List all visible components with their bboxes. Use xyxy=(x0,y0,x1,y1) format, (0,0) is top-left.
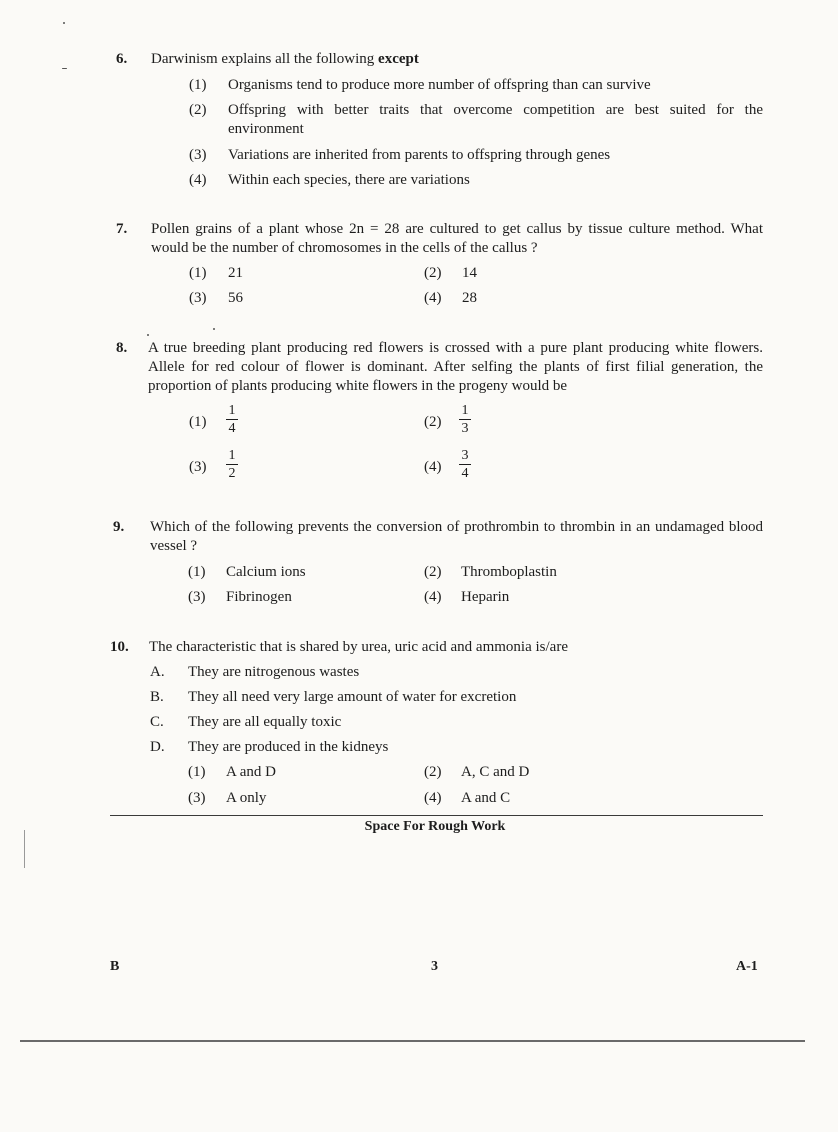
option-text: Organisms tend to produce more number of offspring than can survive xyxy=(228,77,651,93)
statement-text: They are nitrogenous wastes xyxy=(188,664,360,680)
option-label: (3) xyxy=(189,459,207,475)
scan-margin-mark xyxy=(24,830,25,868)
option-text: A only xyxy=(226,790,267,806)
fraction xyxy=(226,448,238,481)
fraction-denominator: 3 xyxy=(461,421,469,436)
question-number: 7. xyxy=(116,221,128,237)
question-text: A true breeding plant producing red flowers is crossed with a pure plant producing white flowers. Allele for red colour of flower is dominant. After selfing the plants of first filial generation, the proportion of plants producing white flowers in the progeny would be xyxy=(148,340,763,394)
statement-label: C. xyxy=(150,714,164,730)
option-label: (4) xyxy=(424,459,442,475)
option-label: (4) xyxy=(424,790,442,806)
fraction-denominator: 2 xyxy=(228,466,236,481)
fraction-numerator: 1 xyxy=(226,403,238,420)
option-label: (2) xyxy=(424,564,442,580)
option-text: Thromboplastin xyxy=(461,564,557,580)
question-number: 10. xyxy=(110,639,129,655)
page-number: 3 xyxy=(431,959,438,974)
option-text: Heparin xyxy=(461,589,510,605)
option-label: (2) xyxy=(424,414,442,430)
option-text: 14 xyxy=(462,265,477,281)
option-label: (4) xyxy=(424,589,442,605)
option-text: Variations are inherited from parents to offspring through genes xyxy=(228,147,611,163)
option-text: A, C and D xyxy=(461,764,530,780)
question-text: Darwinism explains all the following except xyxy=(151,51,419,67)
statement-text: They all need very large amount of water for excretion xyxy=(188,689,517,705)
fraction-denominator: 4 xyxy=(228,421,236,436)
fraction xyxy=(226,403,238,436)
question-number: 8. xyxy=(116,340,128,356)
option-label: (4) xyxy=(424,290,442,306)
statement-label: B. xyxy=(150,689,164,705)
option-label: (3) xyxy=(189,147,207,163)
option-label: (3) xyxy=(188,790,206,806)
statement-label: A. xyxy=(150,664,165,680)
option-label: (1) xyxy=(188,764,206,780)
scan-bottom-edge xyxy=(20,1040,805,1042)
fraction-denominator: 4 xyxy=(461,466,469,481)
question-text: The characteristic that is shared by urea, uric acid and ammonia is/are xyxy=(149,639,568,655)
option-text: Within each species, there are variations xyxy=(228,172,470,188)
option-text: Fibrinogen xyxy=(226,589,292,605)
option-label: (3) xyxy=(188,589,206,605)
option-label: (2) xyxy=(424,764,442,780)
rough-work-divider xyxy=(110,815,763,816)
question-text: Which of the following prevents the conversion of prothrombin to thrombin in an undamaged blood vessel ? xyxy=(150,519,763,554)
option-label: (1) xyxy=(189,265,207,281)
scan-speck xyxy=(63,22,65,24)
statement-text: They are all equally toxic xyxy=(188,714,342,730)
option-text: Offspring with better traits that overcome competition are best suited for the environment xyxy=(228,102,763,137)
scan-speck xyxy=(62,68,67,69)
rough-work-label: Space For Rough Work xyxy=(364,819,506,834)
option-label: (2) xyxy=(424,265,442,281)
option-text: A and C xyxy=(461,790,511,806)
option-label: (3) xyxy=(189,290,207,306)
option-label: (2) xyxy=(189,102,207,118)
question-text: Pollen grains of a plant whose 2n = 28 are cultured to get callus by tissue culture method. What would be the number of chromosomes in the cells of the callus ? xyxy=(151,221,763,256)
option-label: (1) xyxy=(189,414,207,430)
fraction-numerator: 3 xyxy=(459,448,471,465)
question-number: 9. xyxy=(113,519,125,535)
fraction-numerator: 1 xyxy=(226,448,238,465)
scan-speck xyxy=(147,334,149,336)
option-text: 28 xyxy=(462,290,477,306)
option-text: Calcium ions xyxy=(226,564,306,580)
fraction-numerator: 1 xyxy=(459,403,471,420)
scan-speck xyxy=(213,328,215,330)
statement-text: They are produced in the kidneys xyxy=(188,739,389,755)
footer-code: A-1 xyxy=(736,959,758,974)
statement-label: D. xyxy=(150,739,165,755)
option-label: (1) xyxy=(189,77,207,93)
option-text: 56 xyxy=(228,290,243,306)
fraction xyxy=(459,403,471,436)
option-text: A and D xyxy=(226,764,276,780)
option-text: 21 xyxy=(228,265,243,281)
fraction xyxy=(459,448,471,481)
footer-series: B xyxy=(110,959,120,974)
question-number: 6. xyxy=(116,51,128,67)
option-label: (1) xyxy=(188,564,206,580)
option-label: (4) xyxy=(189,172,207,188)
